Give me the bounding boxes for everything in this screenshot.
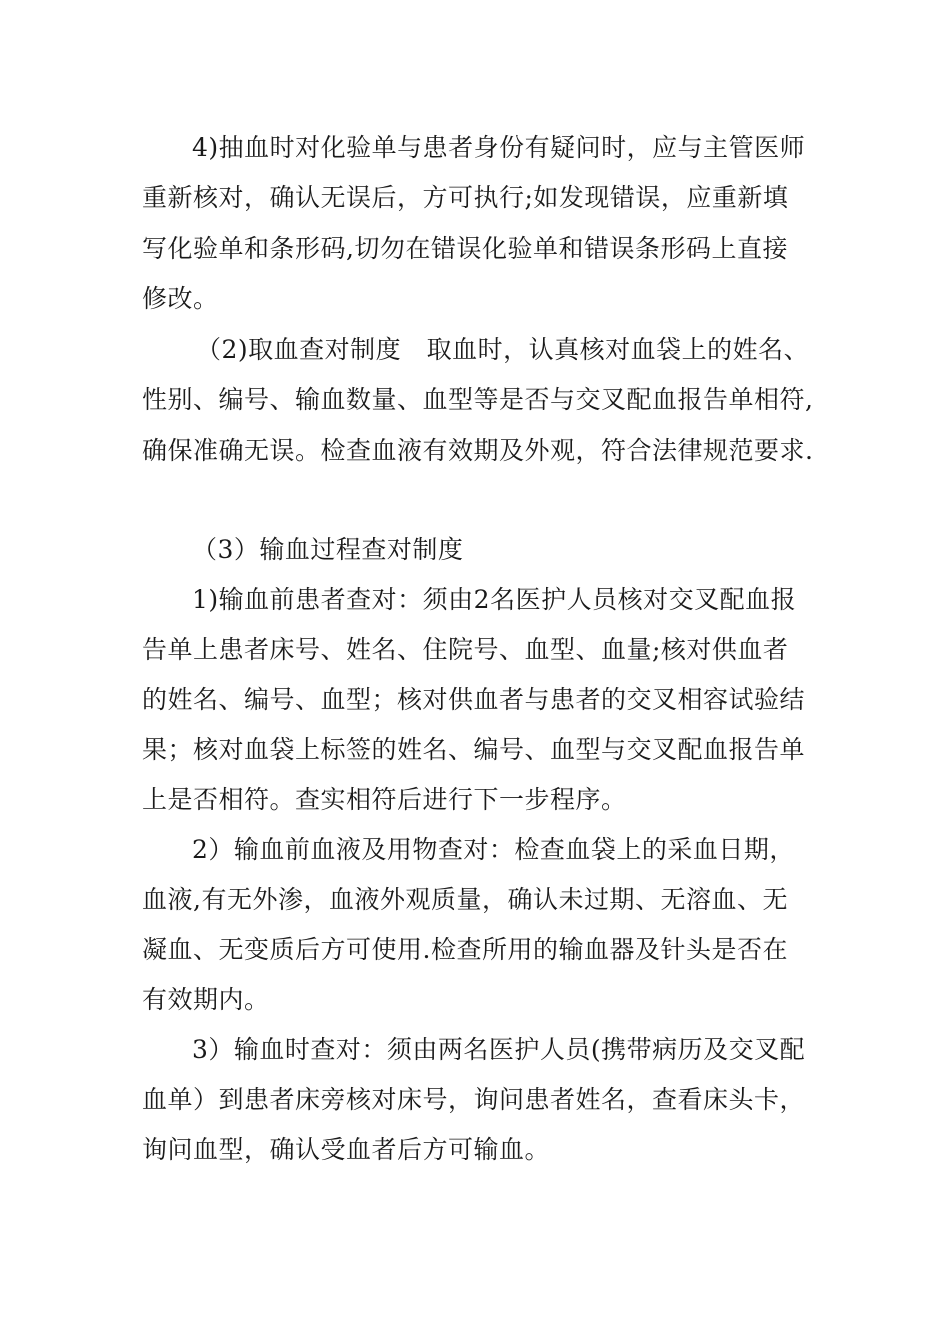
section-3-item-3-line-3: 询问血型，确认受血者后方可输血。: [142, 1135, 551, 1164]
section-2-line-1: （2)取血查对制度 取血时，认真核对血袋上的姓名、: [196, 335, 810, 364]
section-3-item-2-line-3: 凝血、无变质后方可使用.检查所用的输血器及针头是否在: [142, 935, 788, 964]
section-3-item-2-line-2: 血液,有无外渗，血液外观质量，确认未过期、无溶血、无: [142, 885, 788, 914]
paragraph-item-4-line-4: 修改。: [142, 284, 219, 313]
section-3-heading: （3）输血过程查对制度: [192, 535, 464, 564]
section-3-item-1-line-4: 果；核对血袋上标签的姓名、编号、血型与交叉配血报告单: [142, 735, 806, 764]
section-3-item-1-line-2: 告单上患者床号、姓名、住院号、血型、血量;核对供血者: [142, 635, 789, 664]
section-3-item-2-line-1: 2）输血前血液及用物查对：检查血袋上的采血日期，: [192, 835, 795, 864]
section-3-item-1-line-1: 1)输血前患者查对：须由2名医护人员核对交叉配血报: [192, 585, 797, 614]
section-3-item-1-line-5: 上是否相符。查实相符后进行下一步程序。: [142, 785, 627, 814]
section-3-item-2-line-4: 有效期内。: [142, 985, 270, 1014]
section-2-line-3: 确保准确无误。检查血液有效期及外观，符合法律规范要求.: [142, 436, 814, 465]
section-2-line-2: 性别、编号、输血数量、血型等是否与交叉配血报告单相符,: [142, 385, 814, 414]
paragraph-item-4-line-2: 重新核对，确认无误后，方可执行;如发现错误，应重新填: [142, 183, 789, 212]
section-3-item-1-line-3: 的姓名、编号、血型；核对供血者与患者的交叉相容试验结: [142, 685, 806, 714]
section-3-item-3-line-2: 血单）到患者床旁核对床号，询问患者姓名，查看床头卡，: [142, 1085, 806, 1114]
paragraph-item-4-line-1: 4)抽血时对化验单与患者身份有疑问时，应与主管医师: [192, 133, 806, 162]
paragraph-item-4-line-3: 写化验单和条形码,切勿在错误化验单和错误条形码上直接: [142, 234, 788, 263]
section-3-item-3-line-1: 3）输血时查对：须由两名医护人员(携带病历及交叉配: [192, 1035, 806, 1064]
